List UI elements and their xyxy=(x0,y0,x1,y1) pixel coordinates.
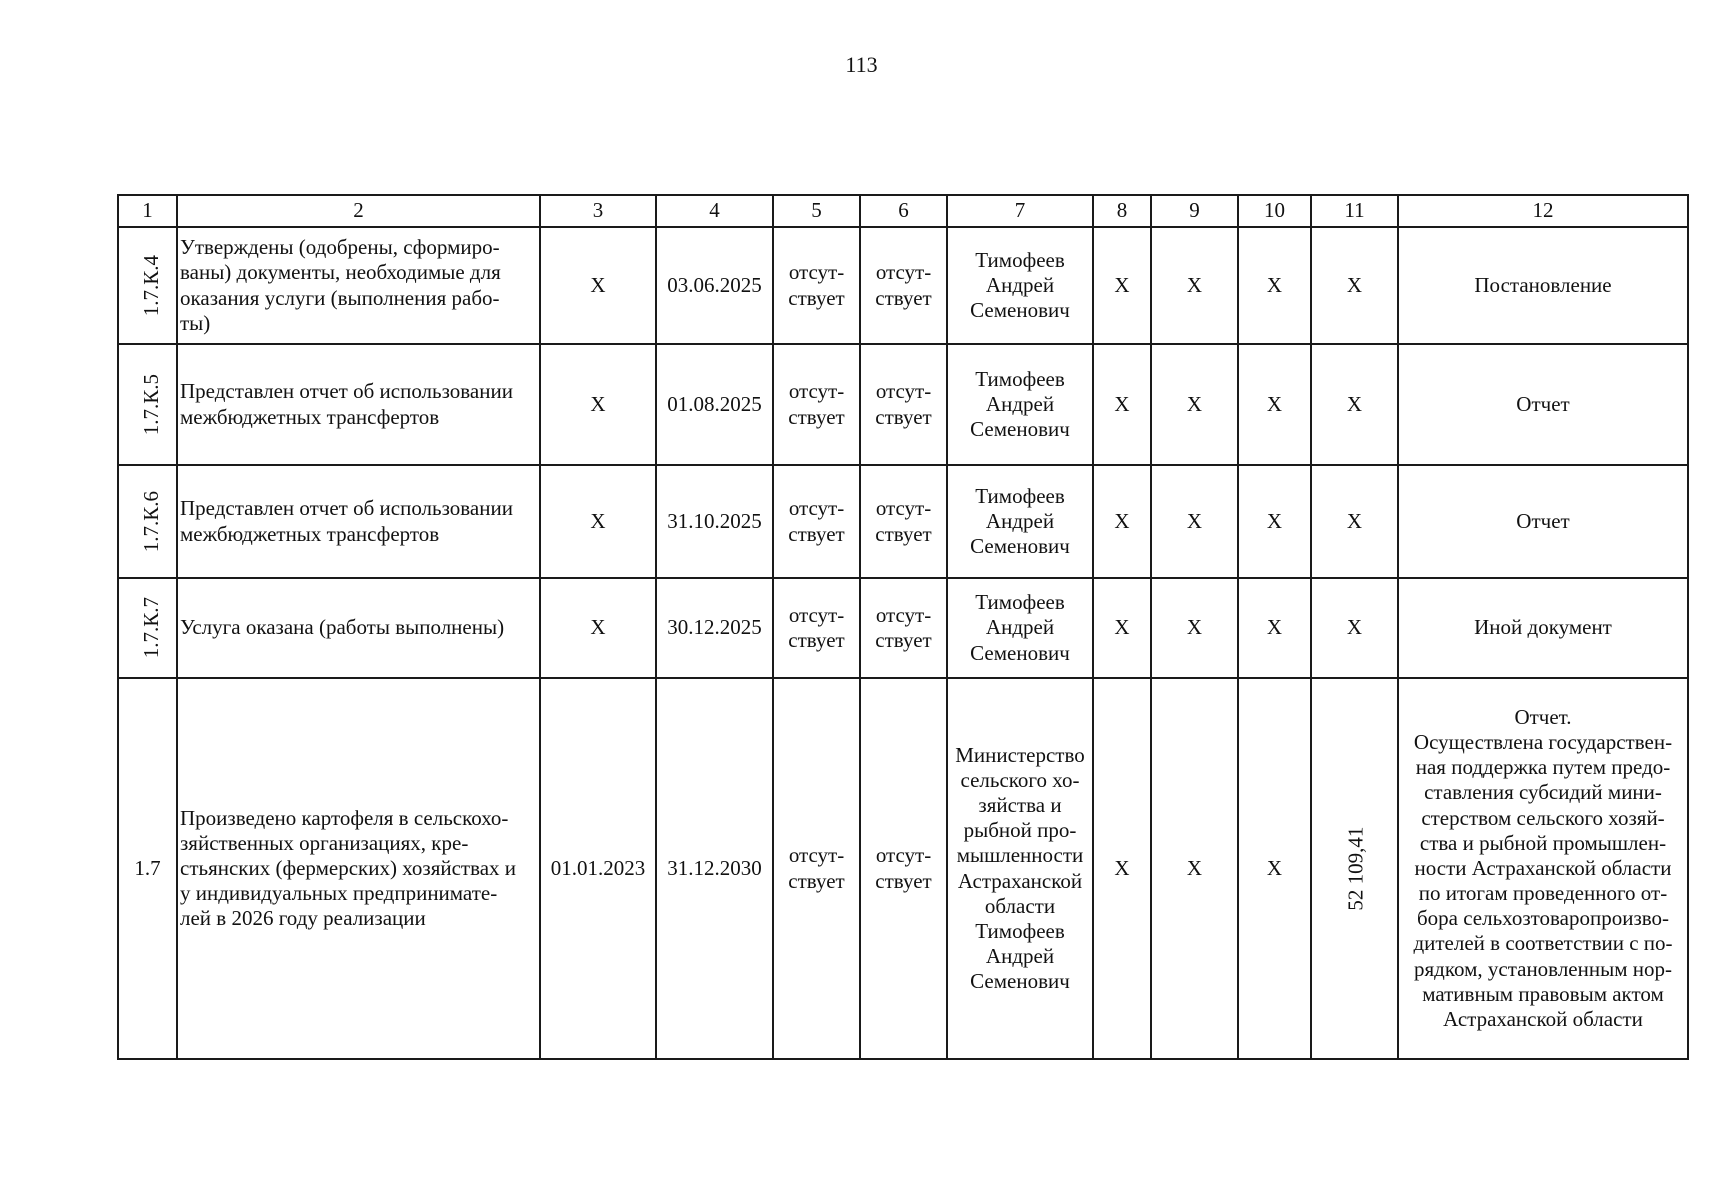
cell-col8: Х xyxy=(1093,344,1151,465)
column-header: 3 xyxy=(540,195,656,227)
row-name: Произведено картофеля в сельскохо- зяйственных организациях, кре- стьянских (фермерских) хозяйствах и у индивидуальных предпринимате- лей в 2026 году реализации xyxy=(177,678,540,1059)
cell-col5: отсут- ствует xyxy=(773,344,860,465)
cell-col12: Отчет xyxy=(1398,344,1688,465)
column-header: 11 xyxy=(1311,195,1398,227)
column-header: 4 xyxy=(656,195,773,227)
cell-col6: отсут- ствует xyxy=(860,344,947,465)
cell-col7: Тимофеев Андрей Семенович xyxy=(947,578,1093,678)
cell-col9: Х xyxy=(1151,578,1238,678)
cell-col6: отсут- ствует xyxy=(860,678,947,1059)
column-header: 12 xyxy=(1398,195,1688,227)
table-row xyxy=(118,578,1688,678)
cell-col10: Х xyxy=(1238,227,1311,344)
cell-col8: Х xyxy=(1093,578,1151,678)
column-header: 10 xyxy=(1238,195,1311,227)
cell-col8: Х xyxy=(1093,678,1151,1059)
cell-col3: 01.01.2023 xyxy=(540,678,656,1059)
table-row xyxy=(118,227,1688,344)
cell-col6: отсут- ствует xyxy=(860,465,947,578)
cell-col12: Отчет xyxy=(1398,465,1688,578)
cell-col7: Тимофеев Андрей Семенович xyxy=(947,344,1093,465)
row-code: 1.7.К.5 xyxy=(139,373,164,436)
row-code-cell xyxy=(118,465,177,578)
cell-col8: Х xyxy=(1093,227,1151,344)
column-header: 2 xyxy=(177,195,540,227)
row-code: 1.7 xyxy=(118,678,177,1059)
row-code: 1.7.К.4 xyxy=(139,254,164,317)
cell-col11: 52 109,41 xyxy=(1343,826,1368,911)
cell-col3: Х xyxy=(540,227,656,344)
cell-col7: Тимофеев Андрей Семенович xyxy=(947,465,1093,578)
row-code-cell xyxy=(118,578,177,678)
row-code-cell xyxy=(118,227,177,344)
cell-col3: Х xyxy=(540,578,656,678)
table-row xyxy=(118,344,1688,465)
cell-col3: Х xyxy=(540,465,656,578)
cell-col11-cell xyxy=(1311,678,1398,1059)
column-header: 1 xyxy=(118,195,177,227)
column-header: 8 xyxy=(1093,195,1151,227)
cell-col10: Х xyxy=(1238,578,1311,678)
cell-col8: Х xyxy=(1093,465,1151,578)
cell-col11: Х xyxy=(1311,344,1398,465)
cell-col7: Министерство сельского хо- зяйства и рыбной про- мышленности Астраханской области Тимофеев Андрей Семенович xyxy=(947,678,1093,1059)
cell-col7: Тимофеев Андрей Семенович xyxy=(947,227,1093,344)
cell-col5: отсут- ствует xyxy=(773,578,860,678)
column-header: 6 xyxy=(860,195,947,227)
column-header: 5 xyxy=(773,195,860,227)
cell-col4: 31.12.2030 xyxy=(656,678,773,1059)
row-name: Утверждены (одобрены, сформиро- ваны) документы, необходимые для оказания услуги (выполнения рабо- ты) xyxy=(177,227,540,344)
cell-col11: Х xyxy=(1311,227,1398,344)
cell-col4: 01.08.2025 xyxy=(656,344,773,465)
column-header: 9 xyxy=(1151,195,1238,227)
row-name: Представлен отчет об использовании межбюджетных трансфертов xyxy=(177,465,540,578)
cell-col9: Х xyxy=(1151,465,1238,578)
cell-col10: Х xyxy=(1238,678,1311,1059)
cell-col5: отсут- ствует xyxy=(773,465,860,578)
cell-col6: отсут- ствует xyxy=(860,578,947,678)
header-row xyxy=(118,195,1688,227)
cell-col12: Постановление xyxy=(1398,227,1688,344)
cell-col4: 30.12.2025 xyxy=(656,578,773,678)
cell-col3: Х xyxy=(540,344,656,465)
cell-col9: Х xyxy=(1151,344,1238,465)
table-row xyxy=(118,678,1688,1059)
row-name: Услуга оказана (работы выполнены) xyxy=(177,578,540,678)
cell-col10: Х xyxy=(1238,465,1311,578)
row-code: 1.7.К.6 xyxy=(139,490,164,553)
table-row xyxy=(118,465,1688,578)
row-name: Представлен отчет об использовании межбюджетных трансфертов xyxy=(177,344,540,465)
page-number: 113 xyxy=(845,52,878,77)
plan-table xyxy=(117,194,1689,1060)
cell-col5: отсут- ствует xyxy=(773,227,860,344)
cell-col4: 31.10.2025 xyxy=(656,465,773,578)
cell-col12: Иной документ xyxy=(1398,578,1688,678)
cell-col12: Отчет. Осуществлена государствен- ная поддержка путем предо- ставления субсидий мини- стерством сельского хозяй- ства и рыбной промышлен- ности Астраханской области по итогам проведенного от- бора сельхозтоваропроизво- дителей в соответствии с по- рядком, установленным нор- мативным правовым актом Астраханской области xyxy=(1398,678,1688,1059)
cell-col11: Х xyxy=(1311,578,1398,678)
cell-col5: отсут- ствует xyxy=(773,678,860,1059)
row-code: 1.7.К.7 xyxy=(139,597,164,659)
cell-col10: Х xyxy=(1238,344,1311,465)
cell-col9: Х xyxy=(1151,678,1238,1059)
row-code-cell xyxy=(118,344,177,465)
cell-col6: отсут- ствует xyxy=(860,227,947,344)
cell-col11: Х xyxy=(1311,465,1398,578)
cell-col9: Х xyxy=(1151,227,1238,344)
column-header: 7 xyxy=(947,195,1093,227)
cell-col4: 03.06.2025 xyxy=(656,227,773,344)
